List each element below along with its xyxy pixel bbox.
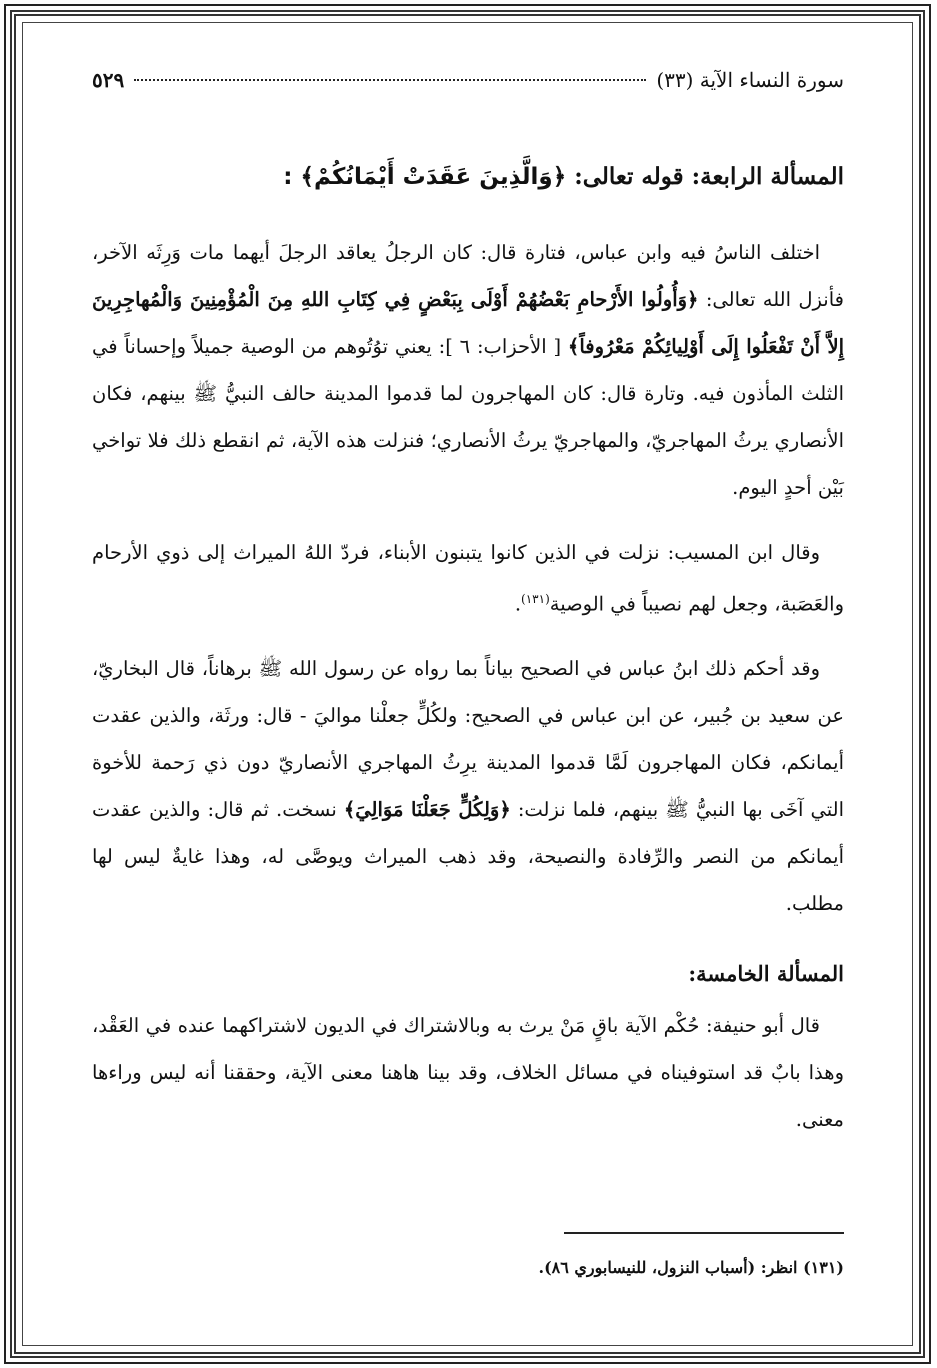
- paragraph-3-text-b: نسخت. ثم قال: والذين عقدت أيمانكم من النصر والرِّفادة والنصيحة، وقد ذهب الميراث ويوصَّى له، وهذا غايةٌ ليس لها مطلب.: [92, 798, 844, 916]
- page-number: ٥٢٩: [92, 68, 125, 92]
- page-content: [92, 60, 844, 1320]
- paragraph-1: [92, 229, 844, 511]
- header-dot-leader: [134, 79, 646, 81]
- paragraph-2: [92, 529, 844, 628]
- paragraph-3-verse: ﴿وَلِكُلٍّ جَعَلْنَا مَوَالِيَ﴾: [343, 798, 511, 822]
- paragraph-2-end: .: [514, 592, 522, 616]
- header-title: سورة النساء الآية (٣٣): [656, 68, 844, 92]
- section-heading-4-verse: ﴿وَالَّذِينَ عَقَدَتْ أَيْمَانُكُمْ﴾ :: [283, 164, 567, 190]
- footnote-divider: [564, 1232, 844, 1234]
- paragraph-1-verse: ﴿وَأُولُوا الأَرْحامِ بَعْضُهُمْ أَوْلَى بِبَعْضٍ فِي كِتَابِ اللهِ مِنَ الْمُؤْمِنِينَ وَالْمُهاجِرِينَ إِلاَّ أَنْ تَفْعَلُوا إِلَى أَوْلِيائِكُمْ مَعْرُوفاً﴾: [92, 287, 844, 358]
- paragraph-4: [92, 1002, 844, 1143]
- paragraph-2-text: وقال ابن المسيب: نزلت في الذين كانوا يتبنون الأبناء، فردّ اللهُ الميراث إلى ذوي الأرحام والعَصَبة، وجعل لهم نصيباً في الوصية: [92, 540, 844, 616]
- running-header: [92, 68, 844, 108]
- paragraph-1-text-b: [ الأحزاب: ٦ ]: يعني توُتُوهم من الوصية جميلاً وإحساناً في الثلث المأذون فيه. وتارة قال: كان المهاجرون لما قدموا المدينة حالف النبيُّ ﷺ بينهم، فكان الأنصاري يرثُ المهاجريّ، والمهاجريّ يرثُ الأنصاري؛ فنزلت هذه الآية، ثم انقطع ذلك فلا تواخي بَيْن أحدٍ اليوم.: [92, 334, 844, 499]
- footnote-ref-131[interactable]: (١٣١): [521, 591, 550, 606]
- section-heading-4: [92, 162, 844, 193]
- paragraph-4-text: قال أبو حنيفة: حُكْم الآية باقٍ مَنْ يرث به وبالاشتراك في الديون لاشتراكهما عنده في العَقْد، وهذا بابٌ قد استوفيناه في مسائل الخلاف، وقد بينا هاهنا معنى الآية، وحققنا أنه ليس وراءها معنى.: [92, 1014, 844, 1132]
- section-heading-4-prefix: المسألة الرابعة: قوله تعالى:: [574, 163, 844, 190]
- footnote-131: (١٣١) انظر: (أسباب النزول، للنيسابوري ٨٦).: [538, 1258, 844, 1277]
- paragraph-3-text-a: وقد أحكم ذلك ابنُ عباس في الصحيح بياناً بما رواه عن رسول الله ﷺ برهاناً، قال البخاريّ، عن سعيد بن جُبير، عن ابن عباس في الصحيح: ولكُلٍّ جعلْنا مواليَ - قال: ورثَة، والذين عقدت أيمانكم، فكان المهاجرون لَمَّا قدموا المدينة يرِثُ المهاجري الأنصاريّ دون ذي رَحمة للأخوة التي آخَى بها النبيُّ ﷺ بينهم، فلما نزلت:: [92, 657, 845, 822]
- paragraph-1-text-a: اختلف الناسُ فيه وابن عباس، فتارة قال: كان الرجلُ يعاقد الرجلَ أيهما مات وَرِثَه الآخر، فأنزل الله تعالى:: [92, 240, 844, 311]
- section-heading-5: المسألة الخامسة:: [688, 961, 844, 987]
- paragraph-3: [92, 645, 844, 927]
